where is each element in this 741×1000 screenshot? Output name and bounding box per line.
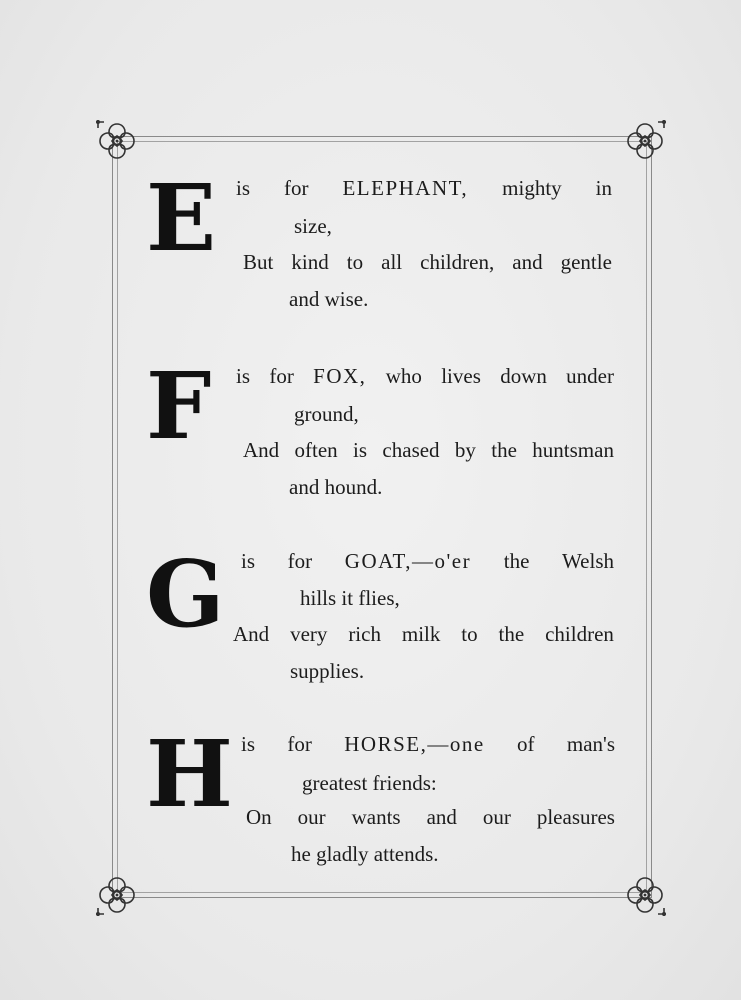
word: to — [346, 250, 364, 274]
word: mighty — [502, 176, 562, 200]
word: wants — [351, 805, 401, 829]
word: to — [461, 622, 478, 646]
verse-line: hills it flies, — [300, 586, 400, 610]
word: GOAT,—o'er — [344, 549, 472, 573]
word: HORSE,—one — [344, 732, 485, 756]
verse-line: ground, — [294, 402, 359, 426]
word: the — [491, 438, 517, 462]
verse-line — [241, 734, 615, 755]
word: who — [385, 364, 422, 388]
word: is — [241, 549, 256, 573]
word: kind — [291, 250, 329, 274]
word: of — [517, 732, 535, 756]
verse-line — [243, 252, 612, 273]
verse-line — [236, 178, 612, 199]
corner-ornament-icon — [94, 872, 140, 918]
word: is — [236, 176, 251, 200]
word: is — [241, 732, 256, 756]
word: lives — [441, 364, 481, 388]
word: pleasures — [536, 805, 615, 829]
word: milk — [401, 622, 441, 646]
verse-line — [241, 551, 614, 572]
corner-ornament-icon — [622, 118, 668, 164]
verse-line — [246, 807, 615, 828]
word: But — [243, 250, 274, 274]
word: huntsman — [532, 438, 614, 462]
word: On — [246, 805, 272, 829]
word: rich — [348, 622, 381, 646]
word: for — [269, 364, 294, 388]
word: for — [287, 732, 312, 756]
word: under — [566, 364, 614, 388]
verse-line: greatest friends: — [302, 771, 437, 795]
word: down — [500, 364, 547, 388]
word: and — [512, 250, 543, 274]
word: for — [287, 549, 313, 573]
word: gentle — [560, 250, 612, 274]
word: for — [284, 176, 309, 200]
word: is — [353, 438, 368, 462]
word: often — [294, 438, 338, 462]
verse-line: and wise. — [289, 287, 369, 311]
word: children, — [420, 250, 495, 274]
drop-cap-letter: G — [146, 540, 223, 648]
word: in — [595, 176, 612, 200]
word: Welsh — [562, 549, 614, 573]
verse-line — [243, 440, 614, 461]
drop-cap-letter: E — [146, 164, 215, 272]
word: And — [233, 622, 270, 646]
verse-line: supplies. — [290, 659, 365, 683]
word: man's — [566, 732, 615, 756]
verse-line — [233, 624, 614, 645]
word: the — [503, 549, 530, 573]
word: ELEPHANT, — [342, 176, 469, 200]
word: the — [498, 622, 525, 646]
word: by — [454, 438, 476, 462]
word: And — [243, 438, 280, 462]
verse-line — [236, 366, 614, 387]
word: is — [236, 364, 251, 388]
word: FOX, — [313, 364, 367, 388]
word: chased — [382, 438, 440, 462]
drop-cap-letter: F — [146, 352, 210, 460]
word: children — [545, 622, 614, 646]
word: very — [290, 622, 328, 646]
word: our — [482, 805, 511, 829]
verse-line: and hound. — [289, 475, 383, 499]
drop-cap-letter: H — [146, 720, 231, 828]
word: all — [381, 250, 403, 274]
verse-line: size, — [294, 214, 332, 238]
corner-ornament-icon — [622, 872, 668, 918]
corner-ornament-icon — [94, 118, 140, 164]
word: our — [297, 805, 326, 829]
verse-line: he gladly attends. — [291, 842, 439, 866]
word: and — [426, 805, 457, 829]
